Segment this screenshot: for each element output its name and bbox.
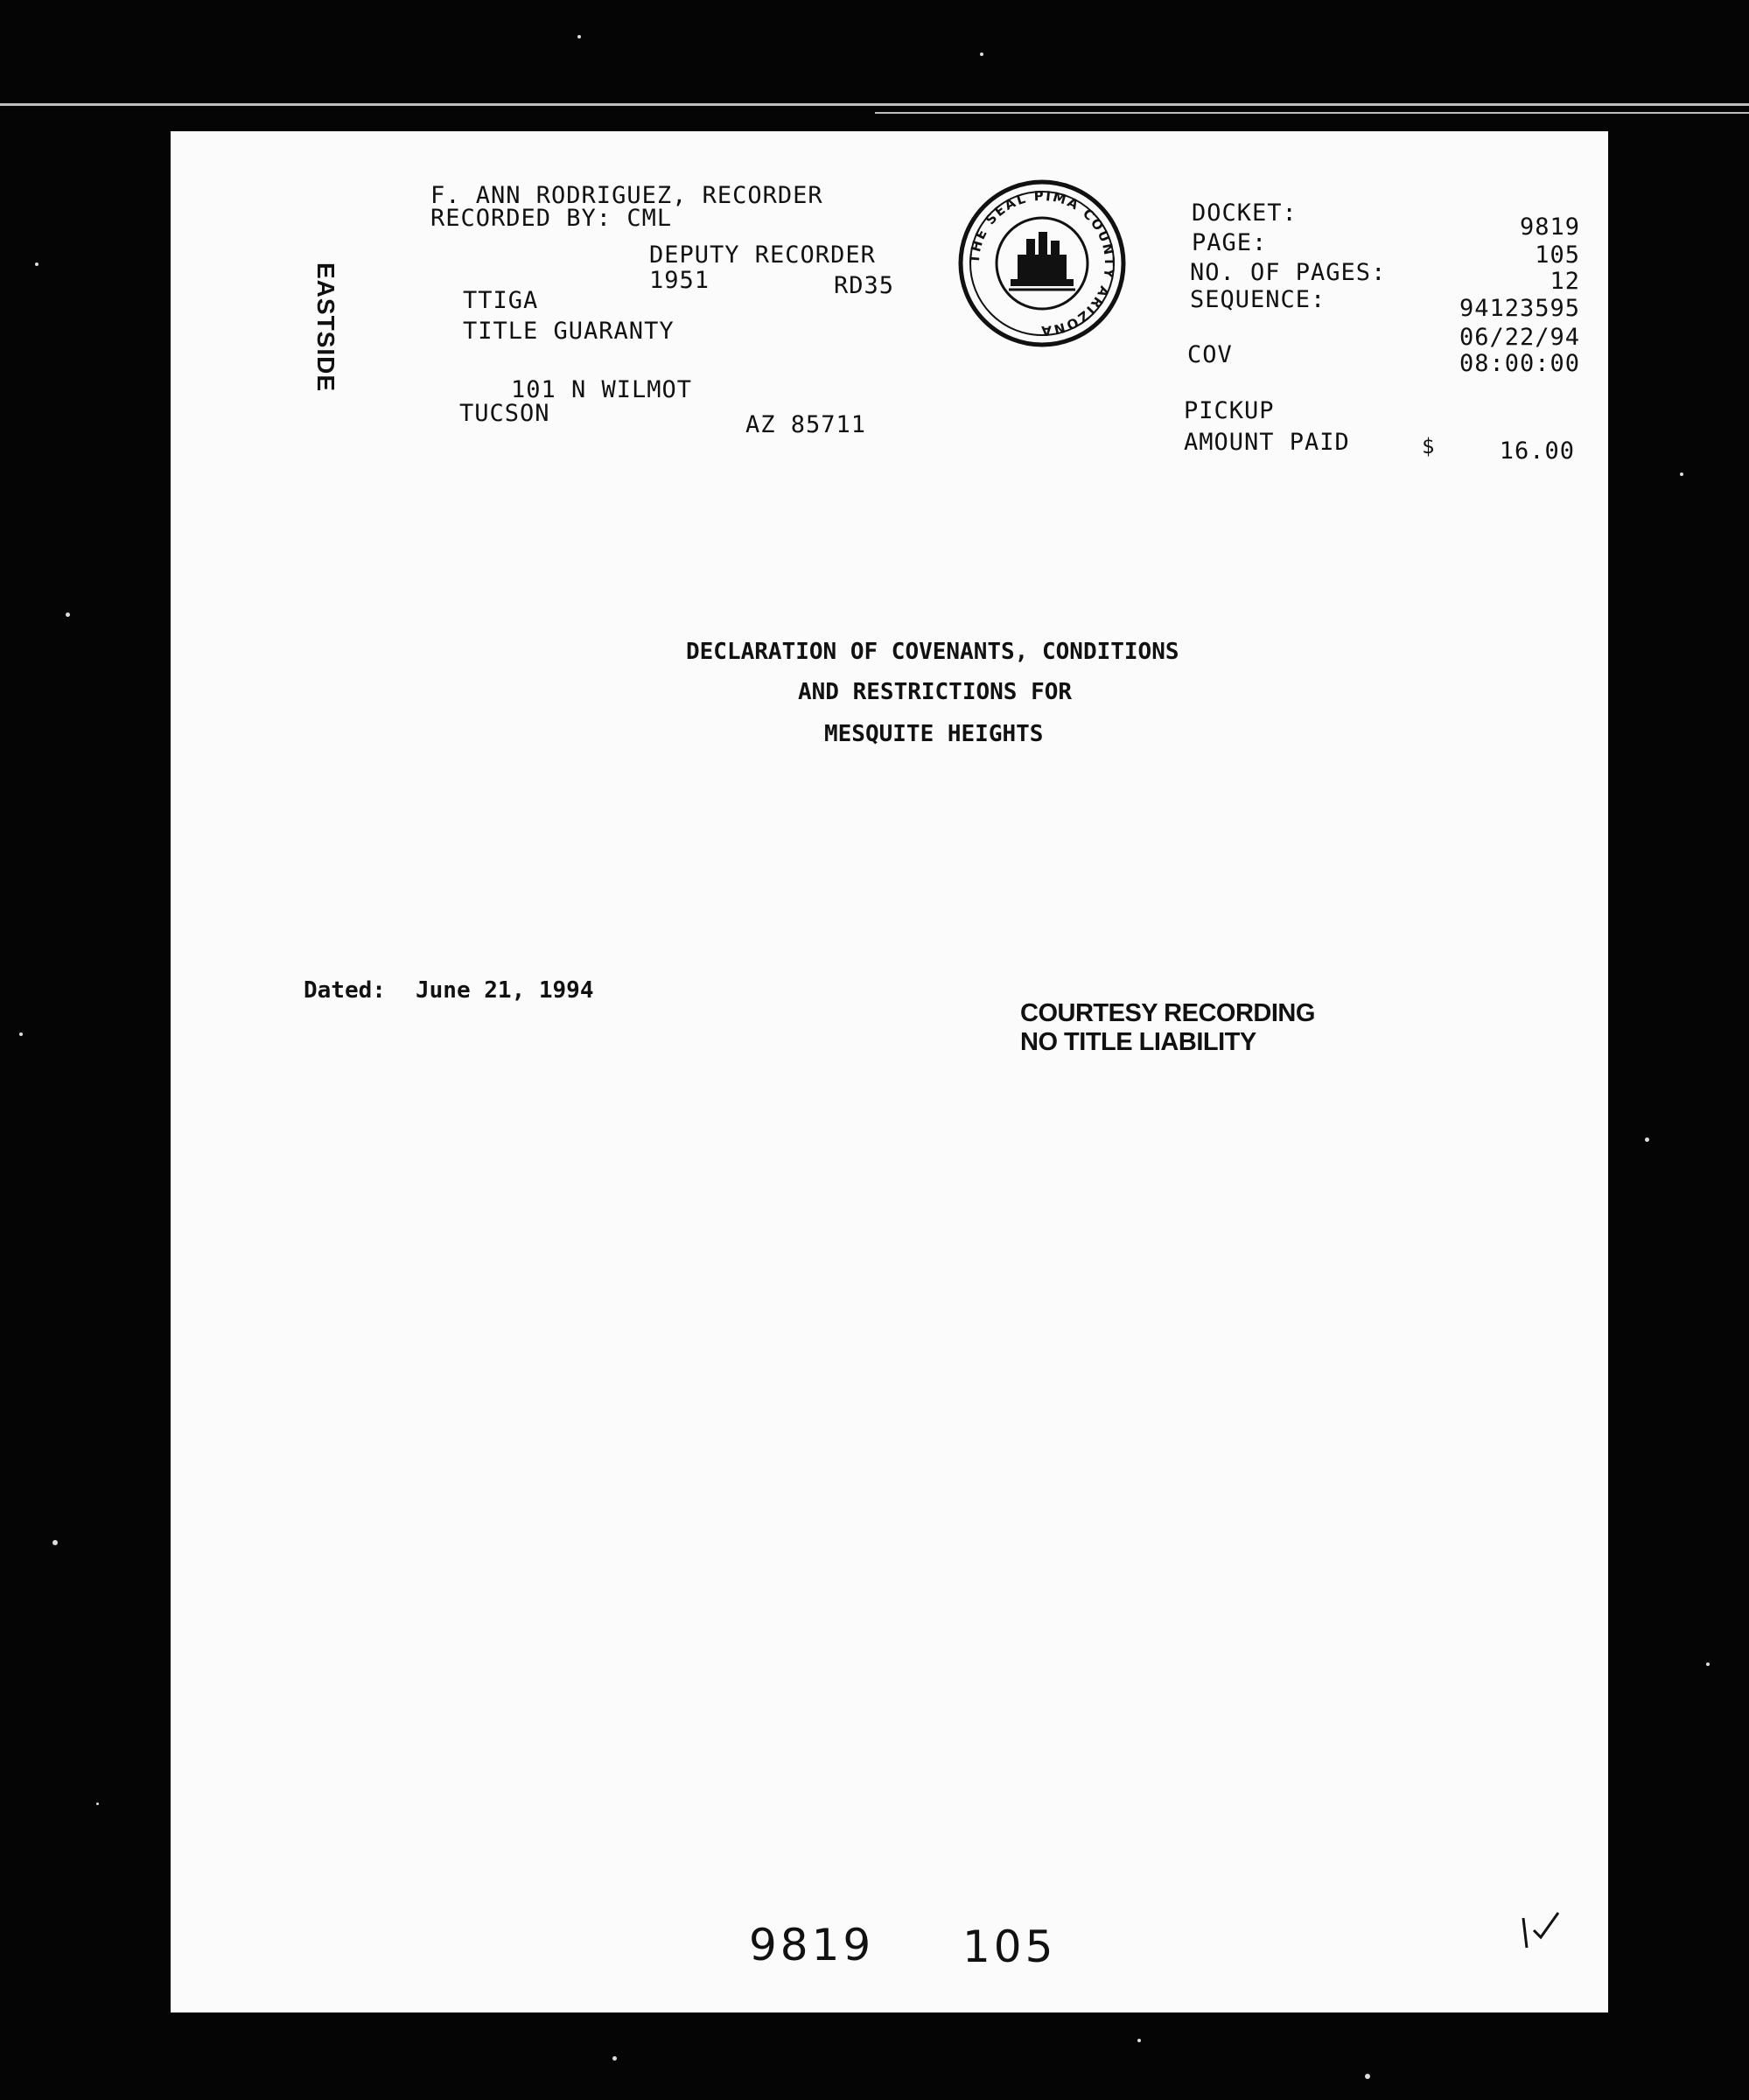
county-seal-icon xyxy=(956,178,1128,349)
title-line-1: DECLARATION OF COVENANTS, CONDITIONS xyxy=(686,639,1179,665)
sequence-label: SEQUENCE: xyxy=(1190,286,1326,313)
footer-page-number: 105 xyxy=(962,1922,1057,1972)
recorded-by: RECORDED BY: CML xyxy=(430,205,673,232)
scan-speckle xyxy=(66,612,70,617)
scan-speckle xyxy=(1706,1662,1710,1666)
amount-paid-label: AMOUNT PAID xyxy=(1184,429,1350,456)
title-line-3: MESQUITE HEIGHTS xyxy=(824,721,1044,747)
scan-edge-line xyxy=(875,112,1749,114)
courtesy-stamp-line-2: NO TITLE LIABILITY xyxy=(1020,1028,1256,1056)
page-value: 105 xyxy=(1535,242,1580,269)
address-city: TUCSON xyxy=(459,400,550,427)
courtesy-stamp-line-1: COURTESY RECORDING xyxy=(1020,999,1315,1027)
handwritten-checkmark-icon xyxy=(1518,1906,1571,1954)
scan-speckle xyxy=(35,262,38,266)
recorder-name: F. ANN RODRIGUEZ, RECORDER xyxy=(430,182,823,209)
document-type: COV xyxy=(1187,341,1233,368)
deputy-recorder: DEPUTY RECORDER xyxy=(649,242,876,269)
recorder-code-b: RD35 xyxy=(834,272,895,299)
scan-speckle xyxy=(96,1802,99,1805)
scan-speckle xyxy=(19,1032,23,1036)
dated-value: June 21, 1994 xyxy=(416,977,594,1004)
document-page xyxy=(171,131,1608,2012)
pickup-label: PICKUP xyxy=(1184,397,1275,424)
num-pages-label: NO. OF PAGES: xyxy=(1190,259,1387,286)
amount-paid-value: 16.00 xyxy=(1499,438,1575,465)
scan-speckle xyxy=(980,52,983,56)
scan-speckle xyxy=(1365,2074,1370,2079)
page-label: PAGE: xyxy=(1192,229,1268,256)
scan-speckle xyxy=(52,1540,58,1545)
org-name: TITLE GUARANTY xyxy=(463,318,675,345)
scan-speckle xyxy=(612,2056,617,2061)
scan-speckle xyxy=(1137,2039,1141,2042)
recorder-code-a: 1951 xyxy=(649,267,710,294)
scan-speckle xyxy=(1645,1138,1649,1142)
address-state-zip: AZ 85711 xyxy=(745,411,867,438)
org-code: TTIGA xyxy=(463,287,539,314)
footer-docket-number: 9819 xyxy=(749,1920,875,1970)
docket-label: DOCKET: xyxy=(1192,200,1298,227)
recorded-date: 06/22/94 xyxy=(1459,324,1580,351)
currency-symbol: $ xyxy=(1422,434,1436,458)
scan-speckle xyxy=(1680,472,1683,476)
sequence-value: 94123595 xyxy=(1459,295,1580,322)
seal-text: THE SEAL PIMA COUNTY ARIZONA xyxy=(966,187,1118,340)
scan-edge-line xyxy=(0,103,1749,106)
recorded-time: 08:00:00 xyxy=(1459,350,1580,377)
docket-value: 9819 xyxy=(1519,214,1580,241)
title-line-2: AND RESTRICTIONS FOR xyxy=(798,679,1073,705)
address-street: 101 N WILMOT xyxy=(511,376,693,403)
dated-label: Dated: xyxy=(304,977,386,1004)
eastside-label: EASTSIDE xyxy=(312,262,339,393)
num-pages-value: 12 xyxy=(1550,268,1580,295)
scan-speckle xyxy=(577,35,581,38)
